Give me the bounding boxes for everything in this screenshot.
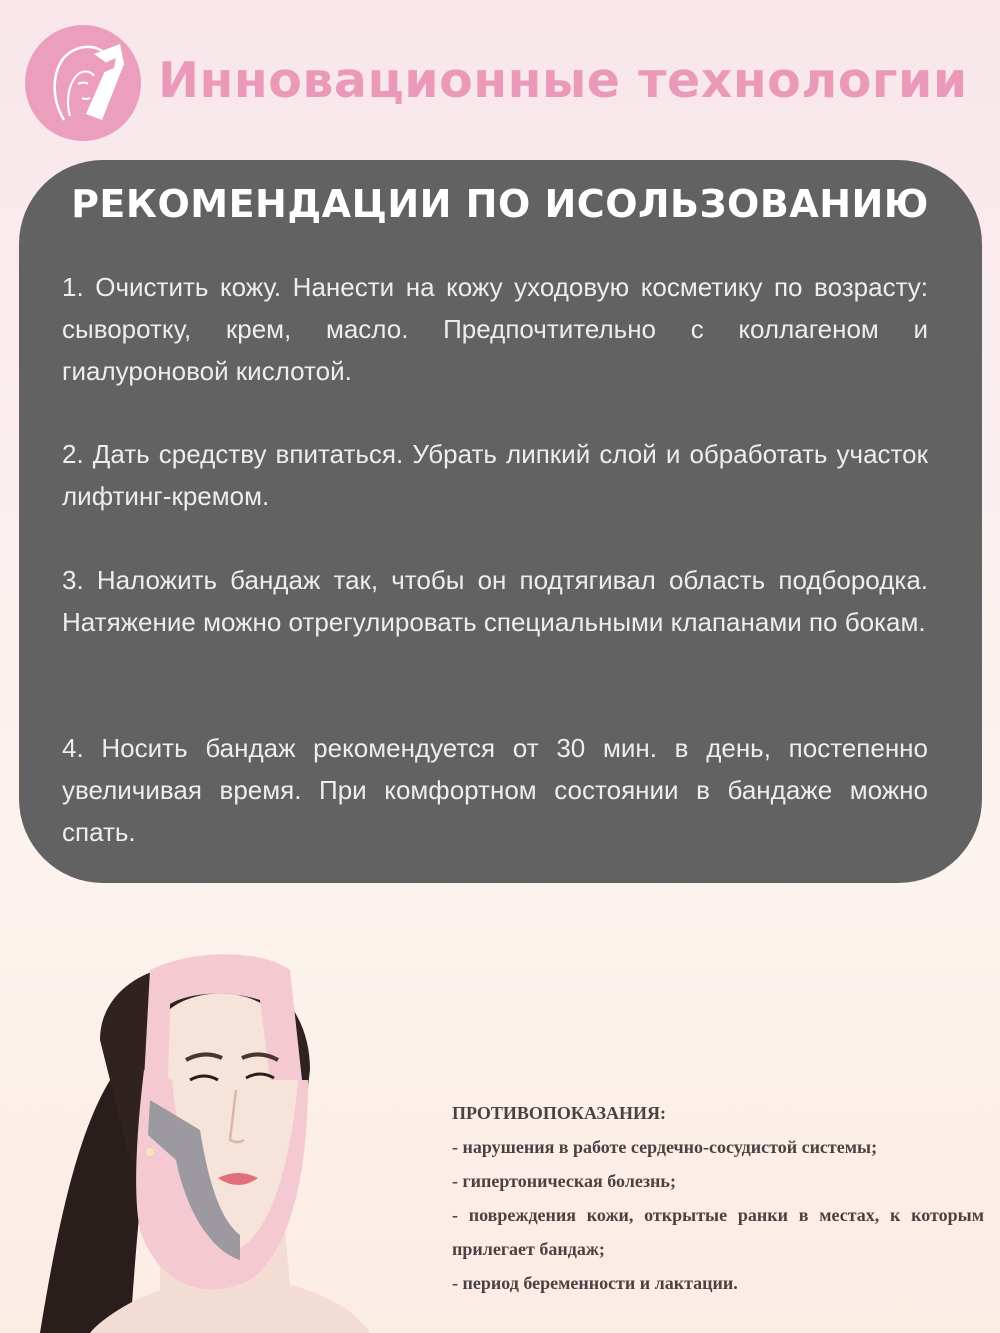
model-photo bbox=[40, 930, 400, 1333]
contraindications-title: ПРОТИВОПОКАЗАНИЯ: bbox=[452, 1103, 667, 1123]
recommendation-item: 4. Носить бандаж рекомендуется от 30 мин. в день, постепенно увеличивая время. При комфортном состоянии в бандаже можно спать. bbox=[62, 733, 928, 847]
contraindications-block bbox=[452, 1096, 984, 1300]
recommendation-item: 2. Дать средству впитаться. Убрать липкий слой и обработать участок лифтинг-кремом. bbox=[62, 439, 928, 511]
logo-icon bbox=[24, 24, 142, 142]
recommendation-item: 3. Наложить бандаж так, чтобы он подтягивал область подбородка. Натяжение можно отрегулировать специальными клапанами по бокам. bbox=[62, 565, 928, 637]
contraindication-item: - период беременности и лактации. bbox=[452, 1273, 738, 1293]
contraindication-item: - повреждения кожи, открытые ранки в местах, к которым прилегает бандаж; bbox=[452, 1205, 984, 1259]
contraindication-item: - нарушения в работе сердечно-сосудистой системы; bbox=[452, 1137, 878, 1157]
brand-title: Инновационные технологии bbox=[158, 52, 968, 109]
contraindication-item: - гипертоническая болезнь; bbox=[452, 1171, 676, 1191]
recommendation-item: 1. Очистить кожу. Нанести на кожу уходовую косметику по возрасту: сыворотку, крем, масло. Предпочтительно с коллагеном и гиалуроновой кислотой. bbox=[62, 272, 928, 386]
recommendations-title: РЕКОМЕНДАЦИИ ПО ИСОЛЬЗОВАНИЮ bbox=[71, 182, 929, 226]
